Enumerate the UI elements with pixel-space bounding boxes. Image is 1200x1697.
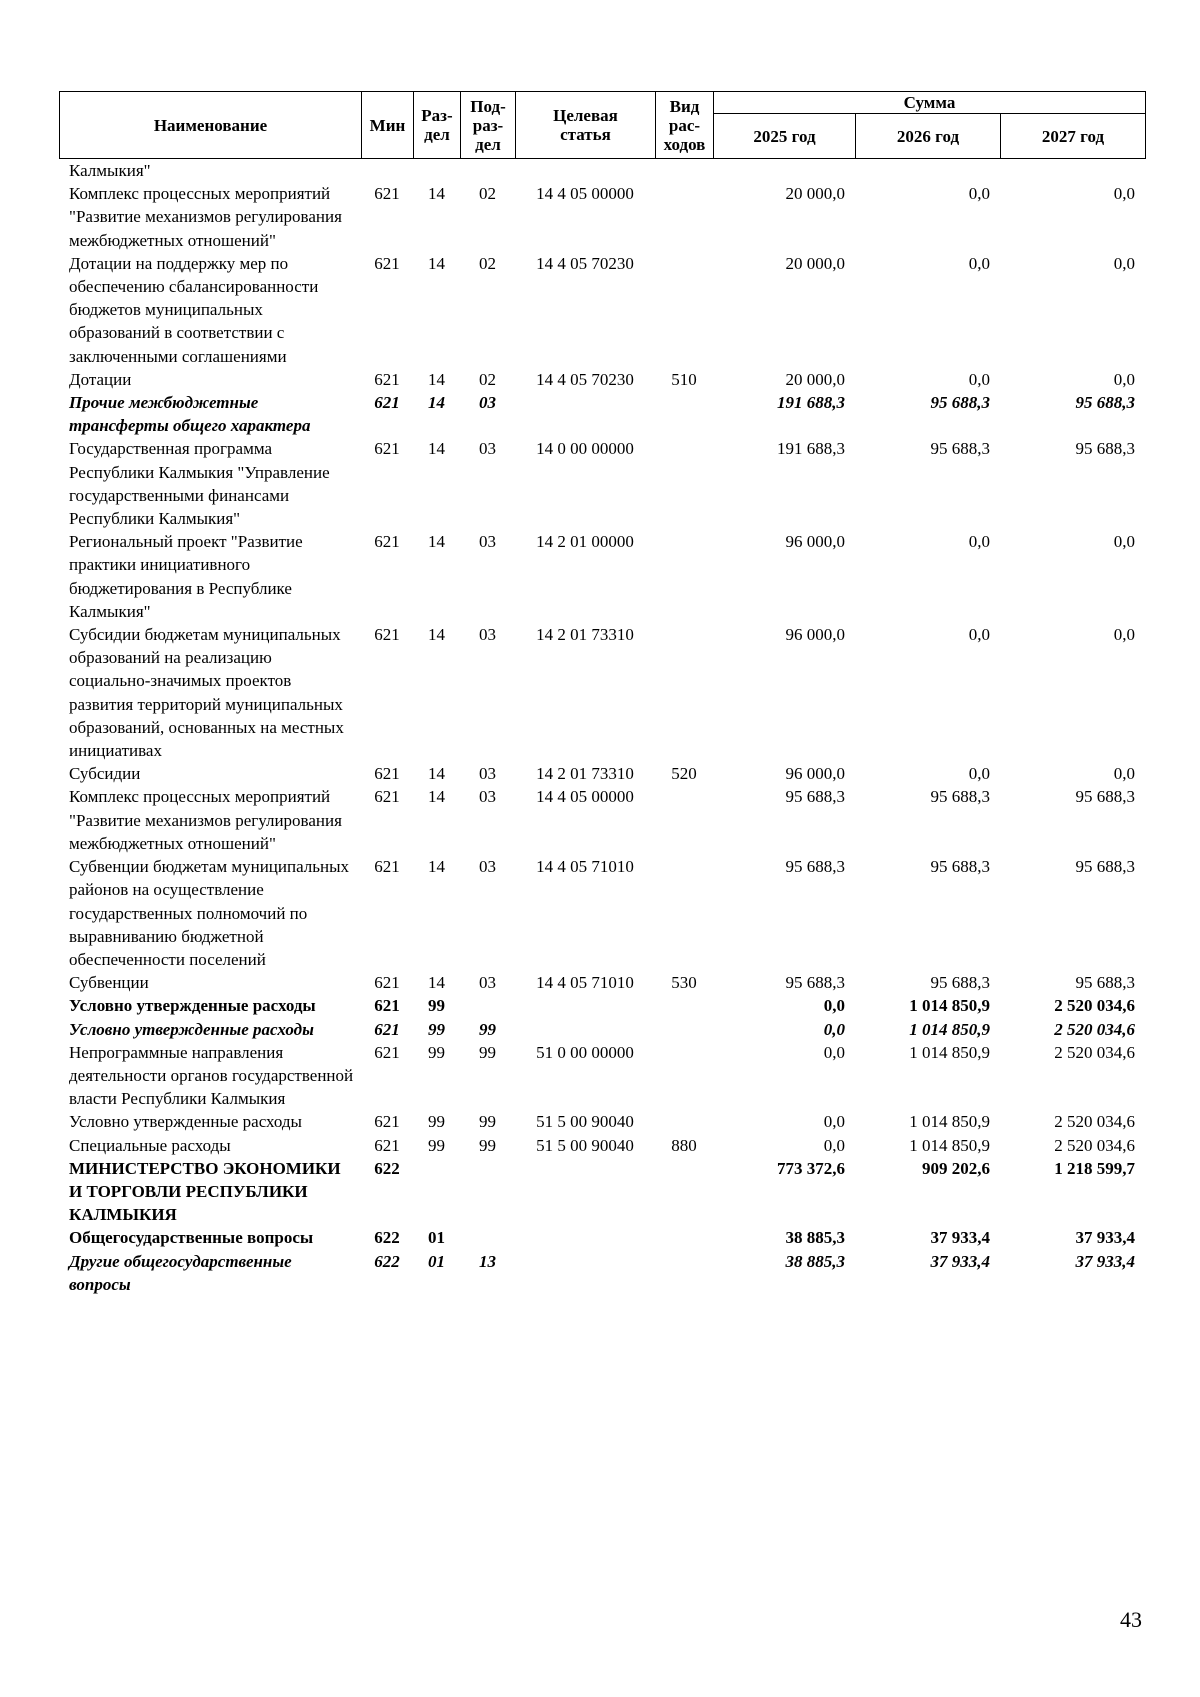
table-row [59,182,1145,252]
cell-cel: 14 4 05 71010 [536,973,634,993]
cell-pod: 03 [479,625,496,645]
cell-name: Специальные расходы [69,1135,231,1155]
cell-raz: 01 [428,1228,445,1248]
cell-min: 622 [374,1251,400,1271]
cell-vid [655,1018,713,1041]
header-razdel: Раз- дел [414,92,461,159]
cell-min: 621 [374,764,400,784]
header-2027: 2027 год [1001,114,1146,159]
cell-y25: 96 000,0 [785,625,845,645]
cell-y25: 95 688,3 [785,857,845,877]
cell-pod: 03 [479,532,496,552]
table-row [59,368,1145,391]
cell-y25: 20 000,0 [785,253,845,273]
cell-vid [655,437,713,530]
cell-cel: 14 2 01 73310 [536,625,634,645]
cell-y27: 37 933,4 [1075,1251,1135,1271]
cell-vid: 530 [671,973,697,993]
cell-y26: 0,0 [968,184,990,204]
cell-y25: 191 688,3 [777,439,845,459]
cell-vid [655,391,713,437]
cell-cel [515,1018,655,1041]
cell-raz: 99 [428,1019,445,1039]
cell-y26: 0,0 [968,764,990,784]
cell-y27: 2 520 034,6 [1054,1135,1135,1155]
cell-raz: 14 [428,369,445,389]
table-row [59,1110,1145,1133]
cell-y25: 96 000,0 [785,764,845,784]
cell-y27: 0,0 [1113,184,1135,204]
cell-y27: 1 218 599,7 [1054,1158,1135,1178]
cell-pod: 03 [479,973,496,993]
cell-vid [655,1041,713,1111]
cell-name: Прочие межбюджетные трансферты общего характера [69,393,311,436]
cell-y27: 95 688,3 [1075,787,1135,807]
cell-raz: 14 [428,184,445,204]
cell-pod: 03 [479,857,496,877]
cell-y27: 95 688,3 [1075,393,1135,413]
cell-min: 621 [374,857,400,877]
cell-vid [655,252,713,368]
header-vid: Вид рас- ходов [656,92,714,159]
cell-pod: 02 [479,184,496,204]
cell-y25: 96 000,0 [785,532,845,552]
table-body [59,159,1145,1296]
cell-min: 621 [374,532,400,552]
table-row [59,1134,1145,1157]
cell-raz [413,159,460,182]
cell-raz: 14 [428,532,445,552]
cell-cel [515,1226,655,1249]
cell-min: 621 [374,393,400,413]
page-number: 43 [1120,1607,1142,1632]
table-row [59,971,1145,994]
cell-vid [655,1226,713,1249]
table-header [59,91,1146,159]
cell-min: 621 [374,439,400,459]
cell-min: 621 [374,1019,400,1039]
table-row [59,1018,1145,1041]
header-podrazdel: Под- раз- дел [461,92,516,159]
cell-min: 621 [374,996,400,1016]
cell-min: 621 [374,1135,400,1155]
cell-y25: 191 688,3 [777,393,845,413]
cell-raz: 99 [428,1042,445,1062]
header-summa: Сумма [714,92,1146,114]
cell-min [361,159,413,182]
cell-y27: 37 933,4 [1075,1228,1135,1248]
cell-raz: 14 [428,857,445,877]
cell-y25: 38 885,3 [785,1251,845,1271]
cell-cel: 51 5 00 90040 [536,1112,634,1132]
cell-pod: 99 [479,1112,496,1132]
cell-cel [515,1250,655,1296]
table-row [59,1250,1145,1296]
cell-raz: 14 [428,393,445,413]
cell-y25: 0,0 [823,1135,845,1155]
cell-y26: 0,0 [968,625,990,645]
cell-name: Субвенции бюджетам муниципальных районов на осуществление государственных полномочий по выравниванию бюджетной обеспеченности поселений [69,857,350,969]
cell-cel: 14 2 01 00000 [536,532,634,552]
cell-y26: 1 014 850,9 [909,1019,990,1039]
cell-y27: 95 688,3 [1075,857,1135,877]
cell-vid [655,530,713,623]
cell-cel: 14 4 05 00000 [536,184,634,204]
cell-vid [655,855,713,971]
cell-y26: 909 202,6 [922,1158,990,1178]
cell-y27: 2 520 034,6 [1054,1042,1135,1062]
cell-y27: 95 688,3 [1075,439,1135,459]
cell-y26 [855,159,1000,182]
cell-y26: 1 014 850,9 [909,1112,990,1132]
cell-cel [515,994,655,1017]
header-2026: 2026 год [856,114,1001,159]
table-row [59,437,1145,530]
cell-y27 [1000,159,1145,182]
cell-y25: 0,0 [823,1112,845,1132]
cell-y27: 2 520 034,6 [1054,996,1135,1016]
cell-name: Региональный проект "Развитие практики инициативного бюджетирования в Республике Калмыкия" [69,532,303,621]
cell-min: 622 [374,1228,400,1248]
cell-pod: 02 [479,369,496,389]
cell-vid [655,1157,713,1227]
cell-raz: 99 [428,1135,445,1155]
cell-cel: 14 2 01 73310 [536,764,634,784]
cell-y26: 1 014 850,9 [909,1042,990,1062]
cell-pod: 99 [479,1042,496,1062]
cell-y26: 95 688,3 [930,973,990,993]
cell-name: Дотации на поддержку мер по обеспечению сбалансированности бюджетов муниципальных образований в соответствии с заключенными соглашениями [69,253,319,366]
cell-pod [460,1226,515,1249]
cell-raz: 01 [428,1251,445,1271]
cell-raz: 14 [428,253,445,273]
cell-name: Другие общегосударственные вопросы [69,1251,292,1294]
cell-y27: 0,0 [1113,625,1135,645]
cell-raz: 99 [428,996,445,1016]
cell-min: 621 [374,253,400,273]
cell-pod: 99 [479,1019,496,1039]
cell-name: Комплекс процессных мероприятий "Развитие механизмов регулирования межбюджетных отношений" [69,184,342,250]
cell-cel: 51 5 00 90040 [536,1135,634,1155]
cell-pod [460,994,515,1017]
cell-pod: 03 [479,764,496,784]
cell-name: Условно утвержденные расходы [69,1019,314,1039]
header-2025: 2025 год [714,114,856,159]
cell-raz: 14 [428,764,445,784]
cell-y27: 0,0 [1113,764,1135,784]
cell-y25 [713,159,855,182]
table-row [59,762,1145,785]
cell-name: Условно утвержденные расходы [69,996,316,1016]
cell-y27: 2 520 034,6 [1054,1112,1135,1132]
cell-y26: 1 014 850,9 [909,996,990,1016]
cell-y25: 20 000,0 [785,369,845,389]
cell-pod: 03 [479,393,496,413]
cell-cel: 14 4 05 00000 [536,787,634,807]
cell-pod: 03 [479,787,496,807]
cell-y27: 95 688,3 [1075,973,1135,993]
table-row [59,1157,1145,1227]
cell-name: МИНИСТЕРСТВО ЭКОНОМИКИ И ТОРГОВЛИ РЕСПУБЛИКИ КАЛМЫКИЯ [69,1158,341,1225]
cell-y26: 95 688,3 [930,439,990,459]
document-page [59,91,1145,1296]
cell-y26: 1 014 850,9 [909,1135,990,1155]
cell-pod: 13 [479,1251,496,1271]
cell-y26: 95 688,3 [930,787,990,807]
header-name: Наименование [60,92,362,159]
cell-name: Дотации [69,369,132,389]
cell-y25: 95 688,3 [785,787,845,807]
table-row [59,855,1145,971]
cell-vid [655,623,713,762]
cell-vid [655,994,713,1017]
header-celevaya: Целевая статья [516,92,656,159]
cell-y25: 0,0 [823,996,845,1016]
cell-y27: 0,0 [1113,253,1135,273]
table-row [59,159,1145,182]
cell-name: Условно утвержденные расходы [69,1112,302,1132]
cell-min: 622 [374,1158,400,1178]
cell-y26: 37 933,4 [930,1251,990,1271]
cell-raz: 14 [428,625,445,645]
cell-cel: 14 0 00 00000 [536,439,634,459]
cell-y25: 95 688,3 [785,973,845,993]
table-row [59,530,1145,623]
table-row [59,391,1145,437]
cell-y26: 0,0 [968,253,990,273]
cell-name: Субсидии [69,764,141,784]
cell-raz: 14 [428,787,445,807]
cell-cel [515,1157,655,1227]
table-row [59,994,1145,1017]
cell-min: 621 [374,787,400,807]
cell-y27: 0,0 [1113,369,1135,389]
cell-y27: 2 520 034,6 [1054,1019,1135,1039]
cell-min: 621 [374,973,400,993]
cell-min: 621 [374,184,400,204]
cell-vid: 520 [671,764,697,784]
cell-y26: 0,0 [968,369,990,389]
table-row [59,252,1145,368]
cell-name: Непрограммные направления деятельности органов государственной власти Республики Калмыкия [69,1042,354,1109]
table-row [59,785,1145,855]
cell-name: Субсидии бюджетам муниципальных образований на реализацию социально-значимых проектов развития территорий муниципальных образований, основанных на местных инициативах [69,625,344,761]
cell-vid [655,1110,713,1133]
cell-raz: 14 [428,439,445,459]
cell-cel [515,159,655,182]
cell-y25: 0,0 [823,1019,845,1039]
cell-y25: 38 885,3 [785,1228,845,1248]
cell-raz: 99 [428,1112,445,1132]
header-min: Мин [362,92,414,159]
cell-vid: 510 [671,369,697,389]
cell-name: Комплекс процессных мероприятий "Развитие механизмов регулирования межбюджетных отношений" [69,787,342,853]
cell-pod: 99 [479,1135,496,1155]
cell-name: Калмыкия" [69,161,151,180]
cell-name: Государственная программа Республики Калмыкия "Управление государственными финансами Республики Калмыкия" [69,439,330,529]
cell-pod [460,1157,515,1227]
cell-vid [655,785,713,855]
cell-y26: 37 933,4 [930,1228,990,1248]
cell-pod [460,159,515,182]
cell-y26: 95 688,3 [930,393,990,413]
table-row [59,623,1145,762]
cell-y26: 95 688,3 [930,857,990,877]
cell-min: 621 [374,625,400,645]
table-row [59,1226,1145,1249]
cell-y25: 0,0 [823,1042,845,1062]
cell-raz [413,1157,460,1227]
cell-name: Общегосударственные вопросы [69,1228,314,1248]
cell-vid: 880 [671,1135,697,1155]
cell-cel: 14 4 05 70230 [536,369,634,389]
cell-cel: 51 0 00 00000 [536,1042,634,1062]
cell-vid [655,1250,713,1296]
cell-y27: 0,0 [1113,532,1135,552]
cell-cel [515,391,655,437]
cell-pod: 03 [479,439,496,459]
cell-cel: 14 4 05 71010 [536,857,634,877]
cell-y25: 773 372,6 [777,1158,845,1178]
cell-y26: 0,0 [968,532,990,552]
cell-y25: 20 000,0 [785,184,845,204]
cell-vid [655,182,713,252]
table-row [59,1041,1145,1111]
cell-min: 621 [374,1112,400,1132]
cell-min: 621 [374,1042,400,1062]
cell-name: Субвенции [69,973,149,993]
cell-pod: 02 [479,253,496,273]
cell-cel: 14 4 05 70230 [536,253,634,273]
cell-min: 621 [374,369,400,389]
cell-vid [655,159,713,182]
cell-raz: 14 [428,973,445,993]
